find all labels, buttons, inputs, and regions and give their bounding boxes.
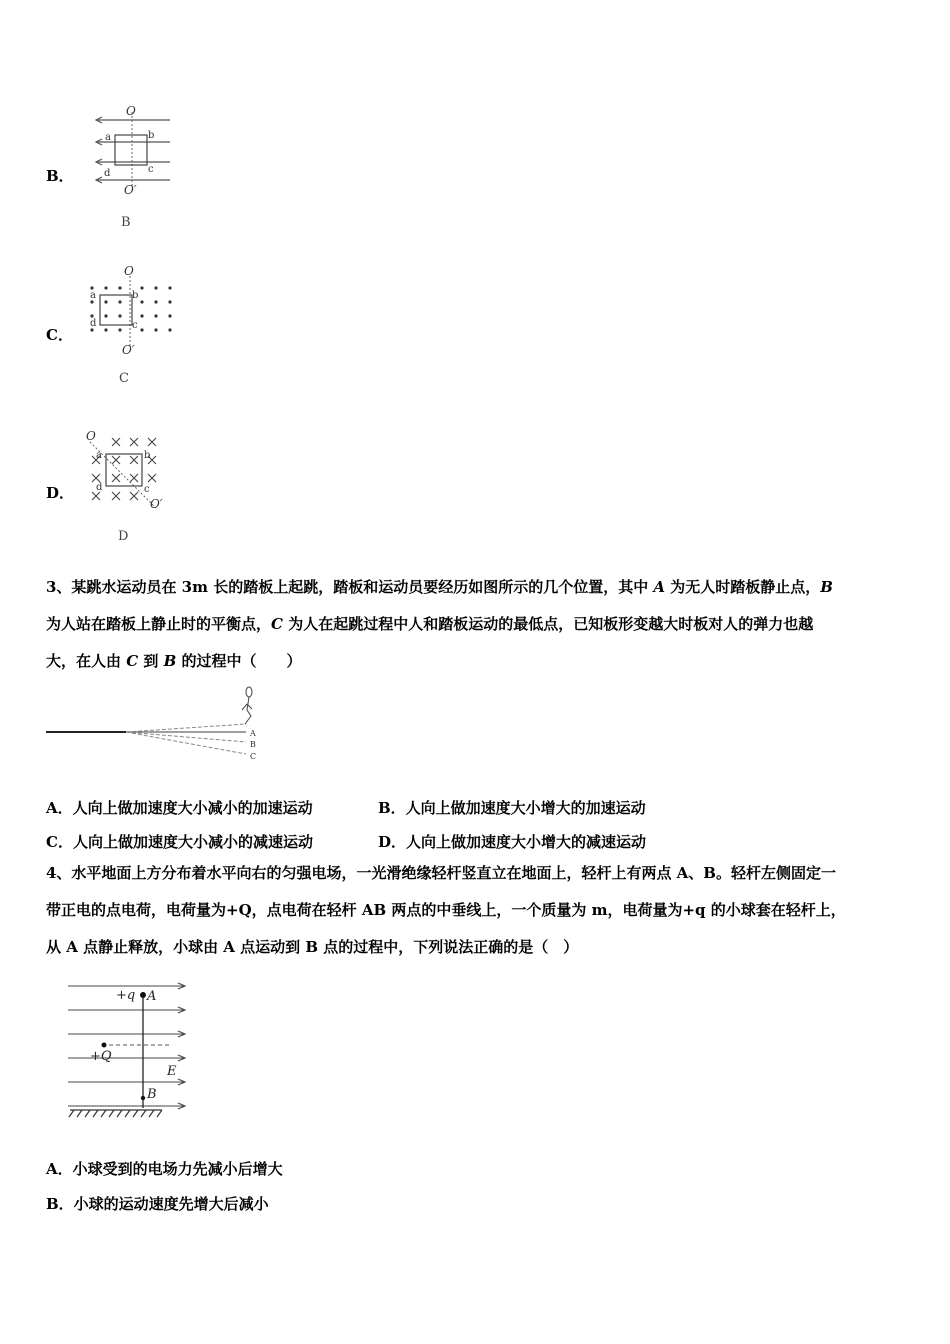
label-d: d (104, 168, 111, 179)
board-label-b: B (250, 740, 256, 749)
label-d: d (90, 318, 97, 329)
option-c-caption: C (119, 371, 129, 386)
q3-line-3: 大，在人由 C 到 B 的过程中（ ） (46, 652, 302, 670)
q3-line-2: 为人站在踏板上静止时的平衡点，C 为人在起跳过程中人和踏板运动的最低点，已知板形变越大时板对人的弹力也越 (46, 615, 814, 633)
option-b-letter: B． (46, 167, 74, 185)
q4-choice-a[interactable]: A．小球受到的电场力先减小后增大 (46, 1160, 283, 1178)
q4-line-2: 带正电的点电荷，电荷量为+Q，点电荷在轻杆 AB 两点的中垂线上，一个质量为 m，电荷量为+q 的小球套在轻杆上， (46, 901, 846, 919)
label-o-prime: O′ (122, 343, 135, 357)
board-label-a: A (250, 729, 256, 738)
label-o-prime: O′ (150, 497, 163, 511)
q4-line-3: 从 A 点静止释放，小球由 A 点运动到 B 点的过程中，下列说法正确的是（ ） (46, 938, 579, 956)
label-plus-q: +q (116, 988, 136, 1003)
label-b: b (132, 290, 139, 301)
label-a: a (105, 132, 111, 143)
label-point-b: B (147, 1087, 157, 1102)
label-plus-big-q: +Q (90, 1049, 112, 1064)
label-e: E (167, 1064, 177, 1079)
option-c-letter: C． (46, 326, 73, 344)
option-b-figure (88, 100, 178, 195)
option-d-caption: D (118, 529, 129, 544)
option-d-figure (84, 428, 174, 513)
q3-choice-c[interactable]: C．人向上做加速度大小减小的减速运动 (46, 833, 313, 851)
q3-choice-a[interactable]: A．人向上做加速度大小减小的加速运动 (46, 799, 313, 817)
label-point-a: A (147, 989, 157, 1004)
label-o: O (86, 429, 96, 443)
label-b: b (148, 130, 155, 141)
q3-line-1: 3、某跳水运动员在 3m 长的踏板上起跳，踏板和运动员要经历如图所示的几个位置，其中 A 为无人时踏板静止点，B (46, 578, 833, 596)
option-b-caption: B (121, 215, 131, 230)
label-o: O (126, 104, 136, 118)
board-label-c: C (250, 752, 257, 761)
label-a: a (90, 290, 96, 301)
label-c: c (148, 164, 154, 175)
option-c-figure (84, 262, 184, 357)
label-b: b (144, 450, 151, 461)
q3-choice-b[interactable]: B．人向上做加速度大小增大的加速运动 (378, 799, 646, 817)
label-c: c (132, 320, 138, 331)
label-o: O (124, 264, 134, 278)
q4-choice-b[interactable]: B．小球的运动速度先增大后减小 (46, 1195, 269, 1213)
label-o-prime: O′ (124, 183, 137, 195)
q3-choice-d[interactable]: D．人向上做加速度大小增大的减速运动 (378, 833, 647, 851)
q4-line-1: 4、水平地面上方分布着水平向右的匀强电场，一光滑绝缘轻杆竖直立在地面上，轻杆上有两点 A、B。轻杆左侧固定一 (46, 864, 836, 882)
label-a: a (96, 450, 102, 461)
option-d-letter: D． (46, 484, 75, 502)
electric-field-figure (62, 978, 202, 1122)
label-d: d (96, 482, 103, 493)
label-c: c (144, 484, 150, 495)
diving-board-figure (46, 684, 271, 766)
question-4-text (46, 855, 926, 966)
question-3-text (46, 569, 908, 680)
